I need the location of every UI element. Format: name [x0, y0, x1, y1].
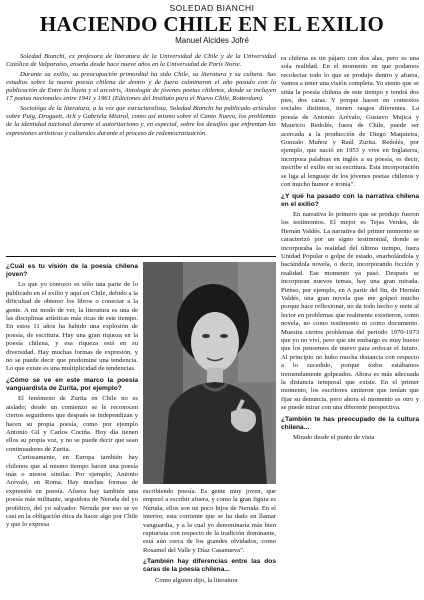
- intro-paragraph: Soledad Bianchi, ex profesora de literatura de la Universidad de Chile y de la Universidad Católica de Valparaíso, enseña desde hace nueve años en la Universidad de París Norte.: [6, 53, 276, 69]
- interview-answer: Curiosamente, en Europa también hay chilenos que al mismo tiempo hacen una poesía más o menos similar. Por ejemplo, Antonio Arévalo, en Roma. Hay muchas formas de expresión en poesía. Afuera hay también una poesía más militante, seguidora de Neruda del yo profético, del yo salvador. Neruda por eso se ve casi en la obligación ética de hacer algo por Chile y que lo expresa: [6, 454, 138, 529]
- interview-question: ¿También hay diferencias entre las dos caras de la poesía chilena...: [143, 558, 276, 574]
- interview-answer: Lo que yo conozco es sólo una parte de lo publicado en el exilio y aquí en Chile, debido a la dificultad de obtener los libros o conectar a la gente. A mi modo de ver, la literatura es una de las disciplinas artísticas más ricas de este tiempo. En estos 11 años ha habido una explosión de poesía, de escritura. Hay una gran riqueza en la poesía chilena, y esa riqueza está en su diversidad. Hay muchas formas de expresión, y no se puede decir que predomine una tendencia. Lo que existe es una multiplicidad de tendencias.: [6, 281, 138, 373]
- article-kicker: SOLEDAD BIANCHI: [169, 3, 255, 13]
- interview-answer: Mirado desde el punto de vista: [293, 434, 375, 442]
- left-column: [6, 260, 138, 600]
- article-title: HACIENDO CHILE EN EL EXILIO: [39, 12, 385, 36]
- interview-question: ¿También te has preocupado de la cultura chilena...: [281, 415, 419, 431]
- interview-answer: Como alguien dijo, la literatura: [155, 576, 238, 584]
- interview-answer: escribiendo poesía. Es gente muy joven, que empezó a escribir afuera, y como la gran figura es Neruda, ellos son un poco hijos de Neruda. En el interior, esta corriente que se ha dado en llamar vanguardia, y a la cual yo denominaría más bien rupturista con respecto de la tradición dominante, está aún cerca de los grandes olvidados, como Rosamel del Valle y Díaz Casanueva".: [143, 488, 276, 554]
- right-column: [281, 55, 419, 600]
- article-author: Manuel Alcides Jofré: [175, 36, 249, 45]
- interview-question: ¿Cuál es tu visión de la poesía chilena joven?: [6, 263, 138, 279]
- interview-answer: En narrativa lo primero que se produjo fueron los testimonios. El mejor es Tejas Verdes, de Hernán Valdés. La narrativa del primer momento se caracterizó por un signo testimonial, donde se incorporaba la realidad del último tiempo, fuera Unidad Popular o golpe de estado, enarbolándola y haciéndola novela, o decir, incorporando ficción y realidad. Ese momento ya pasó. Después se incorporan nuevos temas, hay una gran mirada. Pienso, por ejemplo, en A partir del fin, de Hernán Valdés, una gran novela que me golpeó mucho porque hace reflexionar, no da todo hecho y mete al lector en problemas que realmente existieron, como novela, no como testimonio ni como documento. Muestra ciertos problemas del período 1970-1973 que yo no viví, pero que sin embargo es muy bueno que los pensemos de nuevo para enfocar el futuro. Al principio no hubo mucha distancia con respecto a lo sucedido, porque todos estábamos tremendamente golpeados. Ahora es más adecuada la distancia temporal que existe. En el primer momento, los escritores sintieron que tenían que fijar su denuncia, pero ahora el momento es otro y se puede mirar con una diferente perspectiva.: [281, 210, 419, 412]
- intro-paragraph: Sociológa de la literatura, a la vez que estructuralista, Soledad Bianchi ha publicado artículos sobre Puig, Droguett, Arlt y Gabriela Mistral, como así mismo sobre el Canto Nuevo, los problemas de la identidad nacional durante el autoritarismo y, en especial, sobre los desafíos que enfrentan las expresiones artísticas y culturales durante el proceso de redemocratización.: [6, 104, 276, 137]
- intro-block: [6, 53, 276, 139]
- interview-answer: ra chilena es un pájaro con dos alas, pero es una sola realidad. En el momento en que podamos recolectar todo lo que se produjo dentro y afuera, vamos a tener una visión completa. Yo siento que se sitúa la poesía chilena de este tiempo y tendrá dos pies, dos caras. Y porque hacen en contextos sociales distintos, tienen rasgos diferentes. La poesía de Antonio Arévalo, Gustavo Mujica y Mauricio Redolés, fuera de Chile, puede ser acercada a la producción de Diego Maquieira, Gonzalo Muñoz y Raúl Zurita. Redolés, por ejemplo, que nació en 1953 y vive en Inglaterra, incorpora palabras en inglés a su poesía, es decir, inscribe el exilio en su escritura. Esta incorporación se liga al lenguaje de los jóvenes poetas chilenos y con mucho humor e ironía".: [281, 55, 419, 189]
- section-divider: [6, 256, 276, 257]
- interview-answer: El fenómeno de Zurita en Chile no es aislado; desde un comienzo se le reconocen ciertos seguidores que después se independizan y hacen su propia poesía, como por ejemplo Antonio Gil y Carlos Cociña. Hoy día tienen ellos su propia voz, y no se puede decir que sean continuadores de Zurita.: [6, 395, 138, 453]
- middle-column: [143, 488, 276, 600]
- interview-question: ¿Cómo se ve en este marco la poesía vanguardista de Zurita, por ejemplo?: [6, 376, 138, 393]
- portrait-photo: [143, 262, 276, 484]
- intro-paragraph: Durante su exilio, su preocupación primordial ha sido Chile, su literatura y su cultura. Sus estudios sobre la nueva poesía chilena de dentro y de fuera culminaron el año pasado con la publicación de Entre la lluvia y el arcoiris, Antología de jóvenes poetas chilenos, donde se incluyen 17 poetas nacionales entre 1941 y 1961 (Ediciones del Instituto para el Nuevo Chile, Rotterdam).: [6, 70, 276, 103]
- interview-question: ¿Y qué ha pasado con la narrativa chilena en el exilio?: [281, 192, 419, 208]
